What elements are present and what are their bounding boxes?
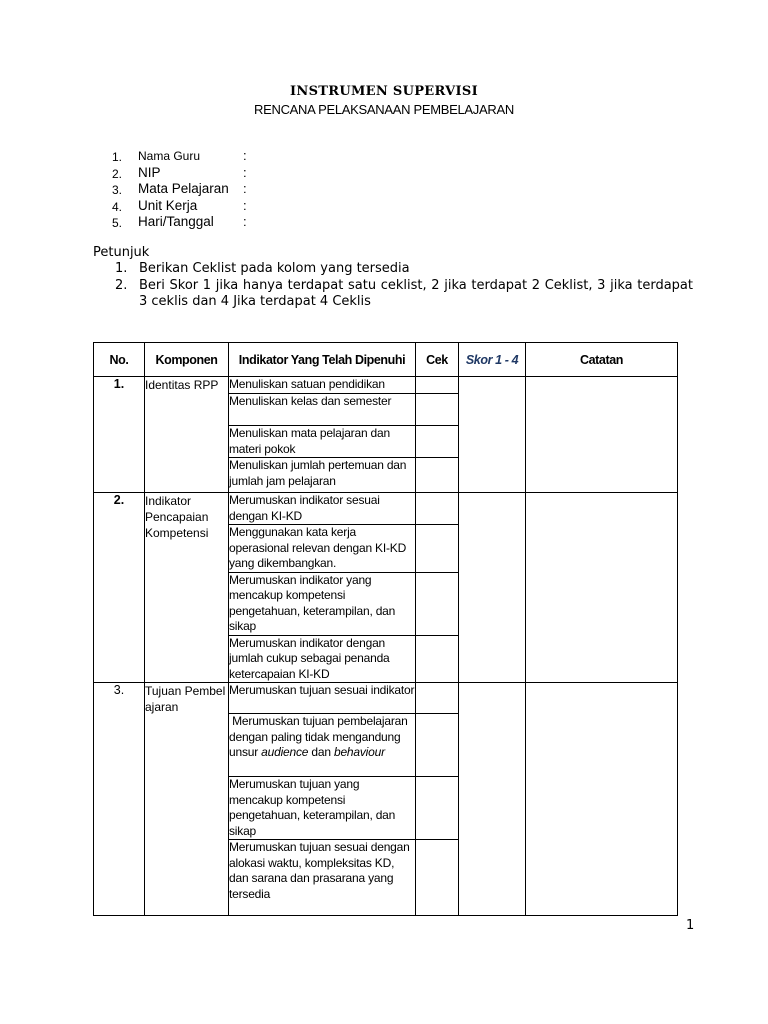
cek-cell[interactable] — [416, 683, 459, 714]
header-no: No. — [94, 343, 145, 377]
catatan-cell[interactable] — [526, 683, 678, 916]
instruction-text: Berikan Ceklist pada kolom yang tersedia — [139, 261, 410, 276]
identity-label: Nama Guru — [138, 149, 201, 163]
cek-cell[interactable] — [416, 635, 459, 683]
page-number: 1 — [686, 918, 695, 933]
indicator-cell: Menuliskan satuan pendidikan — [229, 377, 416, 394]
indicator-cell: Merumuskan indikator sesuai dengan KI-KD — [229, 493, 416, 525]
indicator-cell: Merumuskan tujuan sesuai dengan alokasi waktu, kompleksitas KD, dan sarana dan prasarana yang tersedia — [229, 840, 416, 916]
document-title: INSTRUMEN SUPERVISI — [290, 84, 478, 99]
indicator-cell: Merumuskan tujuan sesuai indikator — [229, 683, 416, 714]
indicator-italic-term: behaviour — [333, 745, 385, 759]
header-indikator: Indikator Yang Telah Dipenuhi — [229, 343, 416, 377]
instructions-list — [93, 261, 693, 311]
identity-number: 4. — [112, 199, 123, 214]
cek-cell[interactable] — [416, 777, 459, 840]
cek-cell[interactable] — [416, 458, 459, 493]
cek-cell[interactable] — [416, 840, 459, 916]
cek-cell[interactable] — [416, 394, 459, 426]
indicator-cell — [229, 714, 416, 777]
identity-colon: : — [243, 214, 247, 229]
indicator-cell: Merumuskan indikator yang mencakup kompetensi pengetahuan, keterampilan, dan sikap — [229, 572, 416, 635]
instruction-number: 1. — [115, 261, 128, 276]
group-komponen: Identitas RPP — [145, 377, 229, 493]
indicator-cell: Merumuskan indikator dengan jumlah cukup sebagai penanda ketercapaian KI-KD — [229, 635, 416, 683]
group-komponen: Indikator Pencapaian Kompetensi — [145, 493, 229, 683]
identity-number: 3. — [112, 183, 123, 197]
supervision-table — [93, 342, 678, 916]
catatan-cell[interactable] — [526, 493, 678, 683]
identity-colon: : — [243, 197, 247, 213]
table-row — [94, 377, 678, 394]
group-number: 3. — [94, 683, 145, 916]
cek-cell[interactable] — [416, 525, 459, 573]
cek-cell[interactable] — [416, 426, 459, 458]
identity-label: NIP — [138, 164, 161, 180]
group-komponen — [145, 683, 229, 916]
header-skor: Skor 1 - 4 — [459, 343, 526, 377]
identity-colon: : — [243, 164, 247, 180]
instruction-text: Beri Skor 1 jika hanya terdapat satu ceklist, 2 jika terdapat 2 Ceklist, 3 jika terdapat 3 ceklis dan 4 Jika terdapat 4 Ceklis — [139, 277, 693, 309]
cek-cell[interactable] — [416, 714, 459, 777]
identity-number: 1. — [112, 150, 123, 164]
indicator-cell: Menuliskan jumlah pertemuan dan jumlah jam pelajaran — [229, 458, 416, 493]
cek-cell[interactable] — [416, 377, 459, 394]
instructions-heading: Petunjuk — [93, 245, 150, 260]
skor-cell[interactable] — [459, 683, 526, 916]
instruction-number: 2. — [115, 277, 128, 293]
indicator-cell: Menggunakan kata kerja operasional relevan dengan KI-KD yang dikembangkan. — [229, 525, 416, 573]
group-number: 2. — [94, 493, 145, 683]
table-row — [94, 493, 678, 525]
skor-cell[interactable] — [459, 493, 526, 683]
header-catatan: Catatan — [526, 343, 678, 377]
header-komponen: Komponen — [145, 343, 229, 377]
komponen-text: Tujuan Pembelajaran — [145, 684, 226, 714]
indicator-text: dan — [308, 745, 334, 759]
indicator-cell: Menuliskan mata pelajaran dan materi pokok — [229, 426, 416, 458]
identity-label: Mata Pelajaran — [138, 181, 229, 196]
indicator-italic-term: audience — [261, 745, 309, 759]
table-row — [94, 683, 678, 714]
identity-colon: : — [243, 148, 247, 163]
identity-label: Unit Kerja — [138, 197, 198, 213]
indicator-cell: Menuliskan kelas dan semester — [229, 394, 416, 426]
instruction-item — [93, 278, 693, 311]
catatan-cell[interactable] — [526, 377, 678, 493]
identity-colon: : — [243, 181, 247, 196]
identity-number: 2. — [112, 166, 123, 181]
group-number: 1. — [94, 377, 145, 493]
cek-cell[interactable] — [416, 572, 459, 635]
cek-cell[interactable] — [416, 493, 459, 525]
skor-cell[interactable] — [459, 377, 526, 493]
indicator-text: Merumuskan tujuan pembelajaran dengan paling tidak mengandung unsur — [229, 714, 411, 759]
document-subtitle: RENCANA PELAKSANAAN PEMBELAJARAN — [254, 102, 514, 117]
table-header-row — [94, 343, 678, 377]
identity-label: Hari/Tanggal — [138, 214, 214, 229]
header-cek: Cek — [416, 343, 459, 377]
indicator-cell: Merumuskan tujuan yang mencakup kompetensi pengetahuan, keterampilan, dan sikap — [229, 777, 416, 840]
instruction-item — [93, 261, 693, 278]
identity-number: 5. — [112, 216, 123, 230]
